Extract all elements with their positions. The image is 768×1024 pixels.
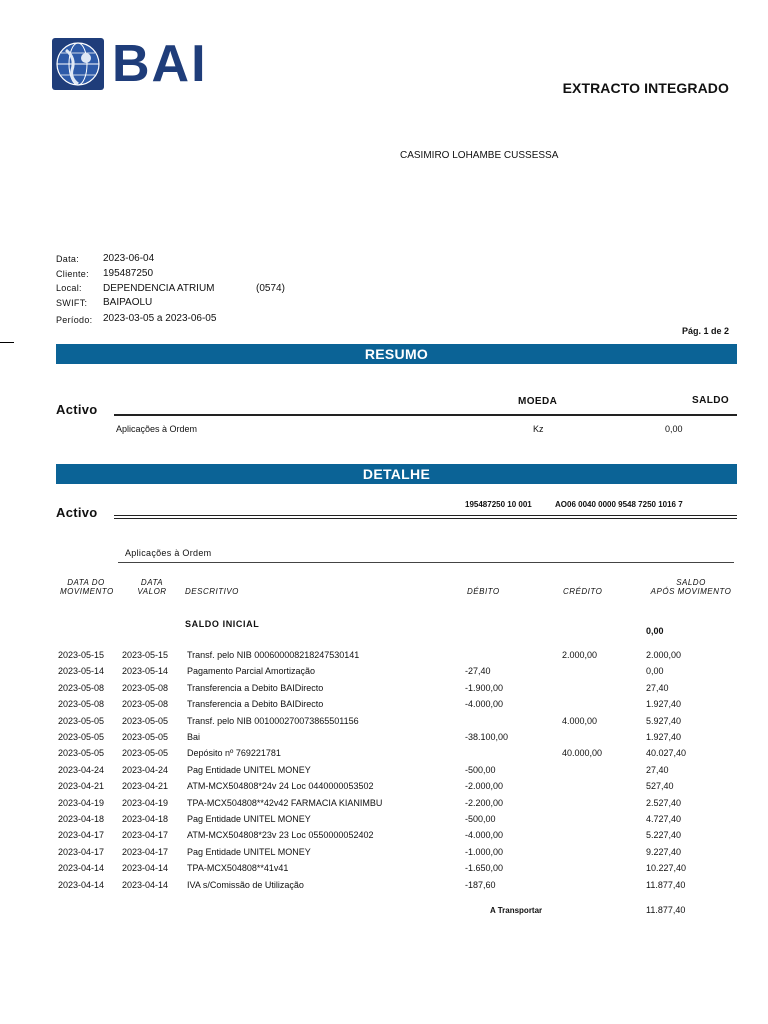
cell-desc: Pag Entidade UNITEL MONEY	[187, 764, 311, 775]
cell-mov: 2023-05-08	[58, 699, 105, 710]
cell-saldo: 27,40	[646, 764, 669, 775]
table-row	[0, 798, 768, 814]
cell-saldo: 1.927,40	[646, 732, 682, 742]
cell-desc: ATM-MCX504808*23v 23 Loc 0550000052402	[187, 830, 374, 841]
cell-mov: 2023-05-05	[58, 748, 105, 759]
cell-val: 2023-04-17	[122, 846, 169, 857]
header-data-movimento-line2: MOVIMENTO	[60, 587, 114, 596]
cell-val: 2023-05-05	[122, 732, 169, 742]
cell-saldo: 2.527,40	[646, 797, 682, 808]
transport-label: A Transportar	[490, 906, 543, 915]
cell-val: 2023-04-19	[122, 797, 169, 808]
resumo-row-label: Aplicações à Ordem	[116, 424, 198, 434]
cliente-label: Cliente:	[56, 269, 89, 279]
cell-val: 2023-04-21	[122, 781, 169, 792]
transport-value: 11.877,40	[646, 905, 686, 915]
header-saldo-line2: APÓS MOVIMENTO	[650, 587, 732, 596]
cell-mov: 2023-04-24	[58, 764, 105, 775]
cell-mov: 2023-04-17	[58, 830, 105, 841]
customer-name: CASIMIRO LOHAMBE CUSSESSA	[400, 150, 559, 161]
resumo-section-title: Activo	[56, 402, 98, 417]
document-title: EXTRACTO INTEGRADO	[562, 80, 729, 96]
cell-debito: -187,60	[465, 879, 496, 890]
table-row	[0, 716, 768, 732]
iban: AO06 0040 0000 9548 7250 1016 7	[555, 500, 683, 509]
saldo-inicial-label: SALDO INICIAL	[185, 619, 260, 629]
cell-val: 2023-05-05	[122, 715, 169, 726]
cell-val: 2023-04-17	[122, 830, 169, 841]
cell-val: 2023-04-14	[122, 879, 169, 890]
header-descritivo: DESCRITIVO	[185, 587, 239, 596]
detalhe-section-title: Activo	[56, 505, 98, 520]
logo-text: BAI	[112, 35, 208, 93]
detalhe-rule-top	[114, 515, 737, 516]
detalhe-banner: DETALHE	[56, 464, 737, 484]
cell-val: 2023-05-14	[122, 666, 169, 677]
cell-debito: -4.000,00	[465, 699, 504, 710]
local-code: (0574)	[256, 283, 285, 294]
cell-saldo: 27,40	[646, 682, 669, 693]
detalhe-rule-bottom	[114, 518, 737, 519]
cell-val: 2023-05-08	[122, 699, 169, 710]
cell-desc: IVA s/Comissão de Utilização	[187, 879, 304, 890]
local-label: Local:	[56, 283, 82, 293]
table-row	[0, 880, 768, 896]
cell-saldo: 0,00	[646, 666, 664, 677]
saldo-header: SALDO	[692, 395, 729, 406]
cell-credito: 4.000,00	[562, 715, 598, 726]
cell-mov: 2023-04-17	[58, 846, 105, 857]
data-label: Data:	[56, 254, 80, 264]
data-value: 2023-06-04	[103, 253, 155, 264]
cell-saldo: 1.927,40	[646, 699, 682, 710]
cell-desc: TPA-MCX504808**41v41	[187, 863, 289, 874]
resumo-rule	[114, 414, 737, 416]
table-row	[0, 748, 768, 764]
cell-saldo: 527,40	[646, 781, 674, 792]
cell-debito: -1.650,00	[465, 863, 504, 874]
cell-debito: -4.000,00	[465, 830, 504, 841]
cell-desc: Pag Entidade UNITEL MONEY	[187, 814, 311, 824]
cell-desc: Pagamento Parcial Amortização	[187, 666, 316, 677]
table-row	[0, 765, 768, 781]
cell-saldo: 2.000,00	[646, 650, 682, 660]
cell-val: 2023-04-18	[122, 814, 169, 824]
cell-val: 2023-05-05	[122, 748, 169, 759]
swift-label: SWIFT:	[56, 298, 88, 308]
header-data-valor	[134, 578, 170, 596]
cell-desc: TPA-MCX504808**42v42 FARMACIA KIANIMBU	[187, 797, 383, 808]
cell-mov: 2023-05-08	[58, 682, 105, 693]
local-value: DEPENDENCIA ATRIUM	[103, 283, 215, 294]
table-row	[0, 863, 768, 879]
table-row	[0, 650, 768, 666]
cell-saldo: 9.227,40	[646, 846, 682, 857]
page-number: Pág. 1 de 2	[681, 326, 729, 336]
cell-debito: -2.000,00	[465, 781, 504, 792]
cell-debito: -1.000,00	[465, 846, 504, 857]
cell-debito: -2.200,00	[465, 797, 504, 808]
table-row	[0, 814, 768, 830]
cell-credito: 40.000,00	[562, 748, 603, 759]
table-row	[0, 666, 768, 682]
table-row	[0, 830, 768, 846]
cell-val: 2023-04-14	[122, 863, 169, 874]
swift-value: BAIPAOLU	[103, 297, 153, 308]
bank-logo	[52, 35, 212, 93]
periodo-label: Período:	[56, 315, 93, 325]
cell-credito: 2.000,00	[562, 650, 598, 660]
header-saldo-line1: SALDO	[676, 578, 706, 587]
header-data-valor-line2: VALOR	[137, 587, 167, 596]
resumo-row-saldo: 0,00	[665, 424, 683, 434]
cell-mov: 2023-05-05	[58, 715, 105, 726]
cell-debito: -500,00	[465, 814, 496, 824]
header-data-valor-line1: DATA	[140, 578, 164, 587]
cell-val: 2023-05-15	[122, 650, 169, 660]
resumo-banner: RESUMO	[56, 344, 737, 364]
cell-debito: -1.900,00	[465, 682, 504, 693]
cell-saldo: 11.877,40	[646, 879, 686, 890]
cell-desc: Transferencia a Debito BAIDirecto	[187, 699, 324, 710]
cell-val: 2023-04-24	[122, 764, 169, 775]
cell-mov: 2023-04-19	[58, 797, 105, 808]
header-debito: DÉBITO	[467, 587, 500, 596]
cell-val: 2023-05-08	[122, 682, 169, 693]
cell-desc: Depósito nº 769221781	[187, 748, 281, 759]
subsection-rule	[118, 562, 734, 563]
cell-debito: -27,40	[465, 666, 491, 677]
saldo-inicial-value: 0,00	[646, 626, 664, 636]
table-row	[0, 683, 768, 699]
cell-saldo: 5.927,40	[646, 715, 682, 726]
cell-desc: Transf. pelo NIB 001000270073865501156	[187, 715, 359, 726]
cell-desc: Bai	[187, 732, 201, 742]
cell-mov: 2023-05-14	[58, 666, 105, 677]
resumo-row-moeda: Kz	[533, 424, 544, 434]
table-row	[0, 847, 768, 863]
periodo-value: 2023-03-05 a 2023-06-05	[103, 313, 217, 324]
table-row	[0, 699, 768, 715]
header-saldo	[646, 578, 736, 596]
cell-saldo: 40.027,40	[646, 748, 687, 759]
cell-mov: 2023-04-14	[58, 863, 105, 874]
header-data-movimento-line1: DATA DO	[67, 578, 105, 587]
cell-desc: Transferencia a Debito BAIDirecto	[187, 682, 324, 693]
cell-saldo: 4.727,40	[646, 814, 682, 824]
margin-mark	[0, 342, 14, 343]
cell-desc: Transf. pelo NIB 000600008218247530141	[187, 650, 360, 660]
cell-saldo: 5.227,40	[646, 830, 682, 841]
cell-debito: -500,00	[465, 764, 496, 775]
cell-desc: Pag Entidade UNITEL MONEY	[187, 846, 311, 857]
cliente-value: 195487250	[103, 268, 154, 279]
table-row	[0, 781, 768, 797]
cell-debito: -38.100,00	[465, 732, 509, 742]
cell-mov: 2023-05-15	[58, 650, 105, 660]
cell-mov: 2023-04-14	[58, 879, 105, 890]
header-credito: CRÉDITO	[563, 587, 603, 596]
account-number: 195487250 10 001	[465, 500, 532, 509]
subsection-title: Aplicações à Ordem	[125, 548, 212, 558]
header-data-movimento	[60, 578, 112, 596]
cell-desc: ATM-MCX504808*24v 24 Loc 0440000053502	[187, 781, 374, 792]
cell-mov: 2023-05-05	[58, 732, 105, 742]
moeda-header: MOEDA	[518, 396, 558, 407]
table-row	[0, 732, 768, 748]
cell-mov: 2023-04-21	[58, 781, 105, 792]
cell-saldo: 10.227,40	[646, 863, 687, 874]
cell-mov: 2023-04-18	[58, 814, 105, 824]
